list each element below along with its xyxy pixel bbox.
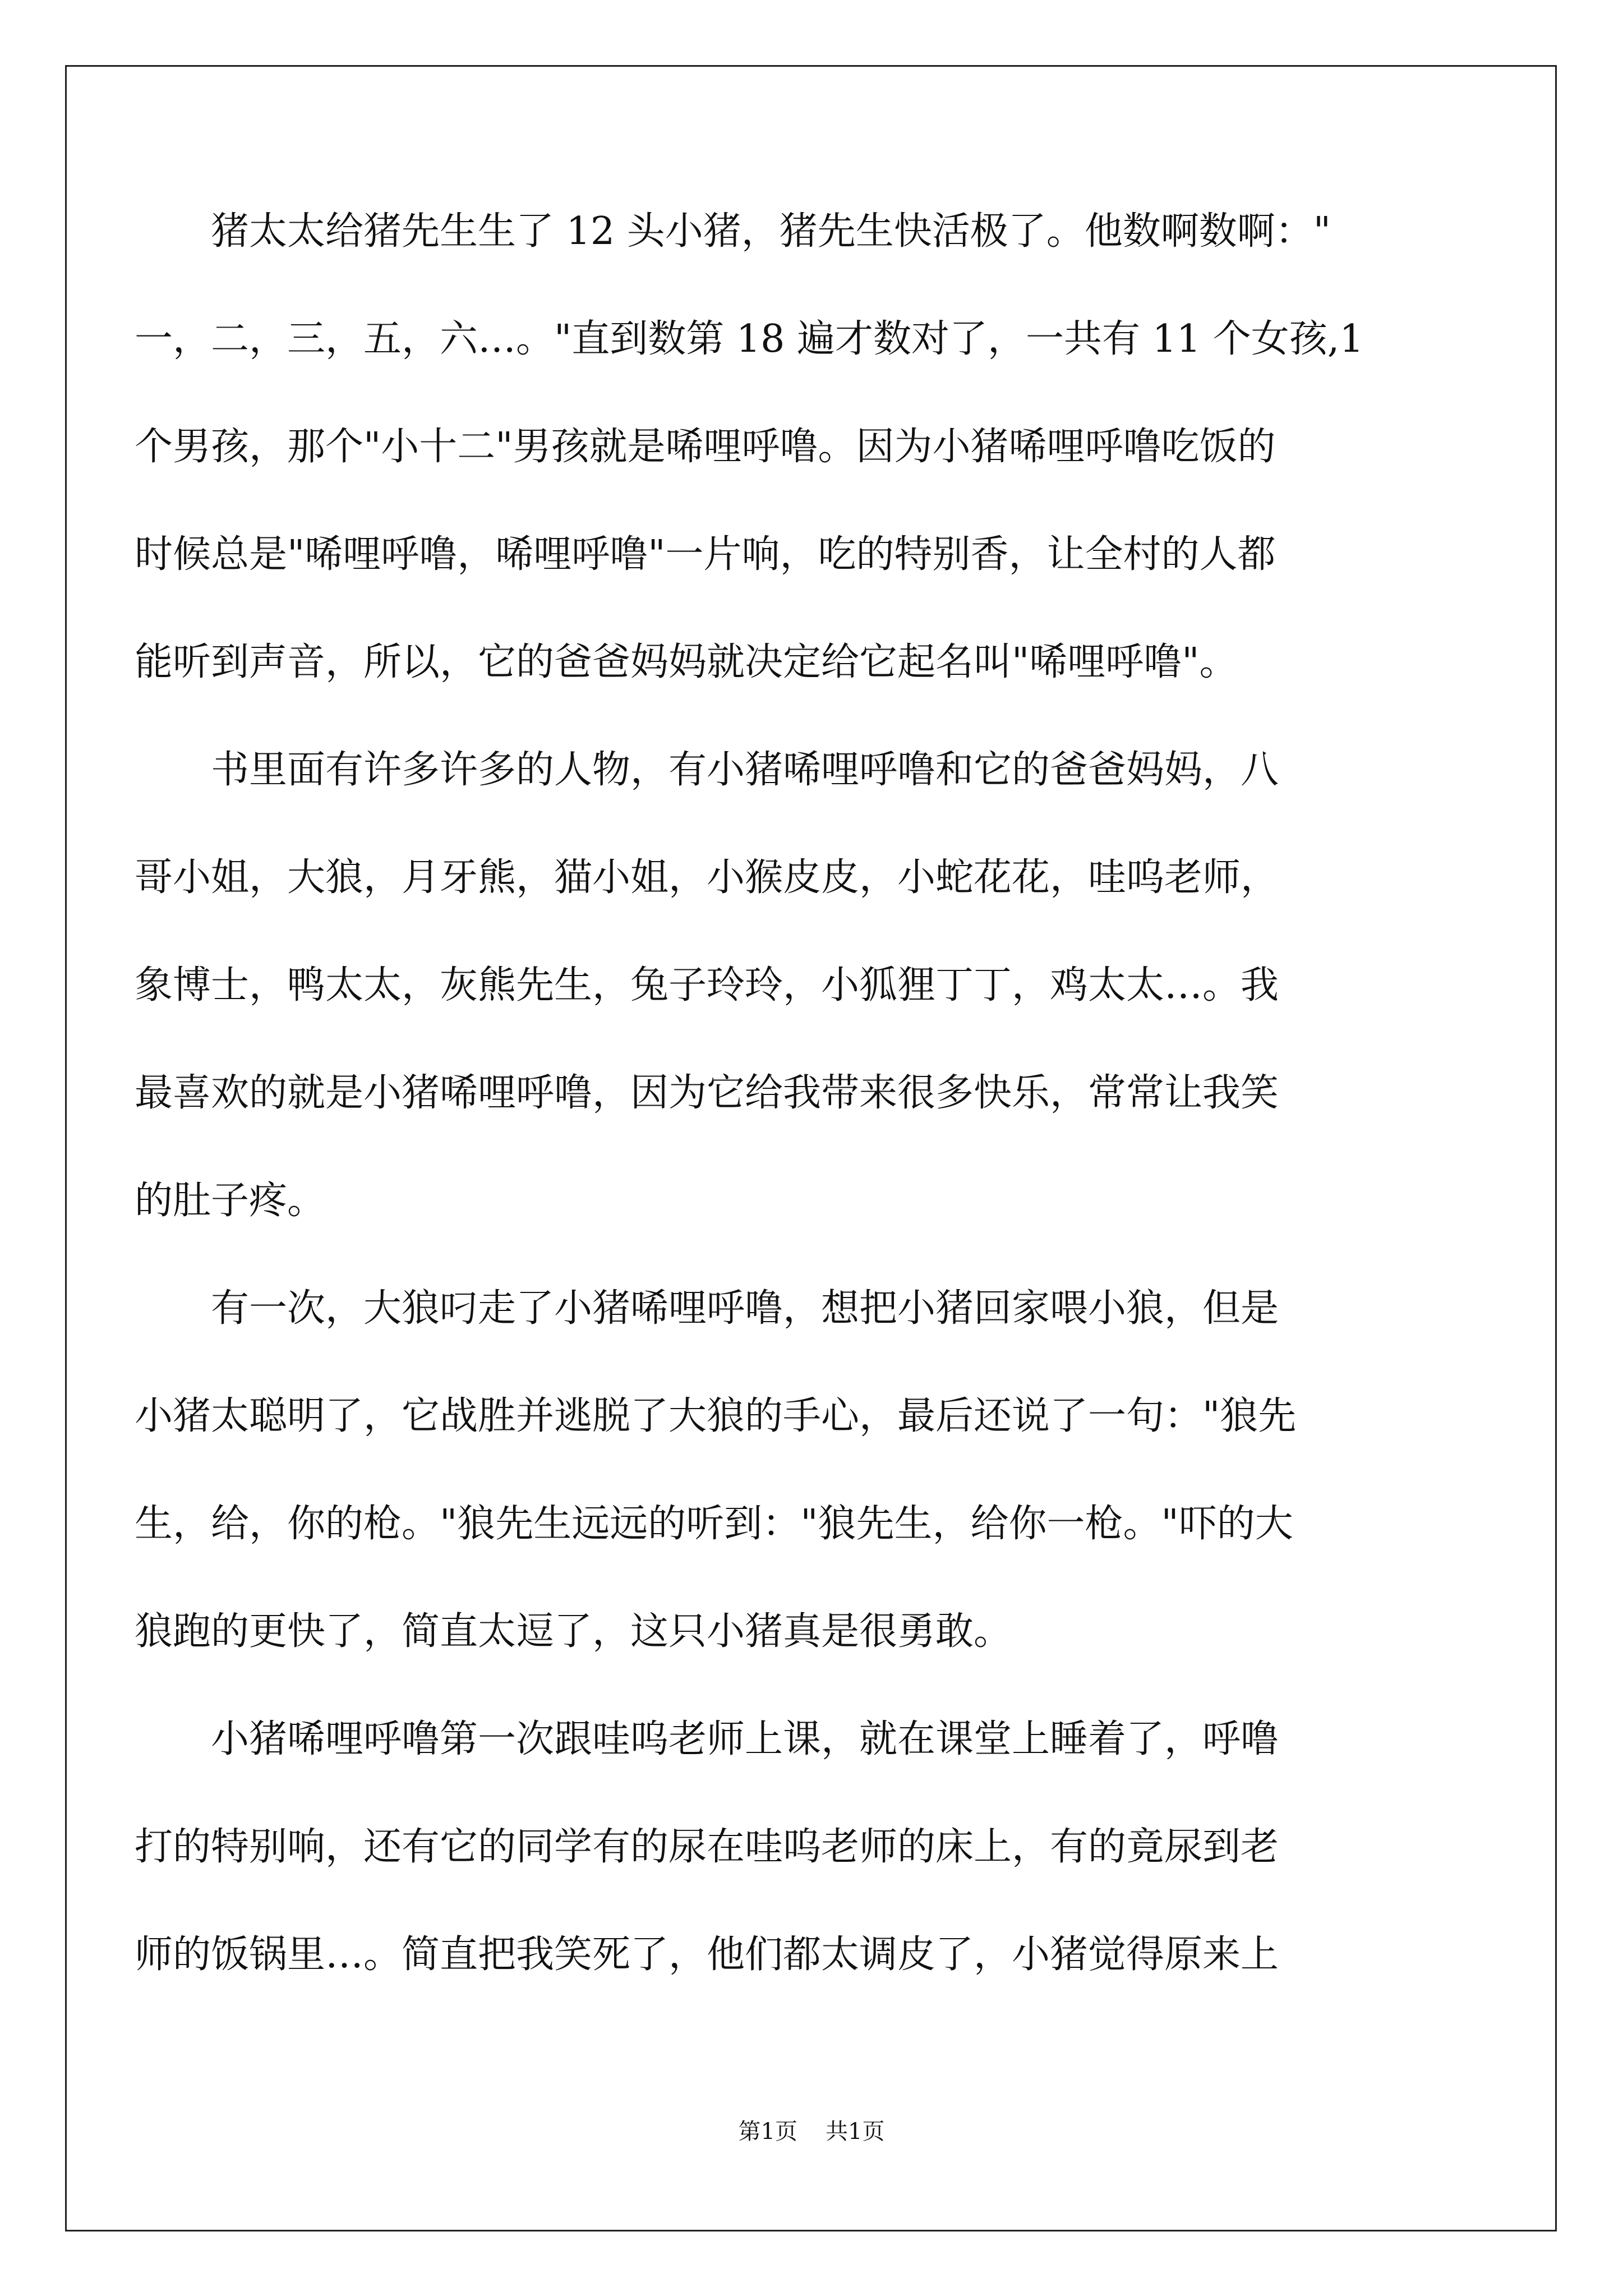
document-body (135, 205, 1439, 2036)
paragraph-3-line-3: 生，给，你的枪。"狼先生远远的听到："狼先生，给你一枪。"吓的大 (135, 1502, 1293, 1546)
paragraph-2-line-5: 的肚子疼。 (135, 1179, 326, 1223)
paragraph-4-line-2: 打的特别响，还有它的同学有的尿在哇呜老师的床上，有的竟尿到老 (135, 1825, 1279, 1869)
page-total: 共1页 (826, 2119, 885, 2145)
paragraph-2-line-1: 书里面有许多许多的人物，有小猪唏哩呼噜和它的爸爸妈妈，八 (211, 748, 1279, 792)
paragraph-3-line-1: 有一次，大狼叼走了小猪唏哩呼噜，想把小猪回家喂小狼，但是 (211, 1286, 1279, 1331)
paragraph-2-line-4: 最喜欢的就是小猪唏哩呼噜，因为它给我带来很多快乐，常常让我笑 (135, 1071, 1279, 1115)
page-number: 第1页 (738, 2119, 797, 2145)
paragraph-2-line-3: 象博士，鸭太太，灰熊先生，兔子玲玲，小狐狸丁丁，鸡太太…。我 (135, 963, 1279, 1007)
paragraph-1-line-4: 时候总是"唏哩呼噜，唏哩呼噜"一片响，吃的特别香，让全村的人都 (135, 532, 1276, 577)
paragraph-3-line-4: 狼跑的更快了，简直太逗了，这只小猪真是很勇敢。 (135, 1609, 1012, 1654)
paragraph-4-line-3: 师的饭锅里…。简直把我笑死了，他们都太调皮了，小猪觉得原来上 (135, 1932, 1279, 1977)
paragraph-3-line-2: 小猪太聪明了，它战胜并逃脱了大狼的手心，最后还说了一句："狼先 (135, 1394, 1297, 1438)
page-footer (0, 2115, 1623, 2148)
paragraph-1-line-3: 个男孩，那个"小十二"男孩就是唏哩呼噜。因为小猪唏哩呼噜吃饭的 (135, 425, 1276, 469)
paragraph-1-line-1: 猪太太给猪先生生了 12 头小猪，猪先生快活极了。他数啊数啊：" (211, 209, 1331, 254)
paragraph-1-line-2: 一，二，三，五，六…。"直到数第 18 遍才数对了，一共有 11 个女孩,1 (135, 317, 1364, 361)
paragraph-2-line-2: 哥小姐，大狼，月牙熊，猫小姐，小猴皮皮，小蛇花花，哇呜老师， (135, 855, 1279, 900)
paragraph-4-line-1: 小猪唏哩呼噜第一次跟哇呜老师上课，就在课堂上睡着了，呼噜 (211, 1717, 1279, 1761)
paragraph-1-line-5: 能听到声音，所以，它的爸爸妈妈就决定给它起名叫"唏哩呼噜"。 (135, 640, 1238, 684)
